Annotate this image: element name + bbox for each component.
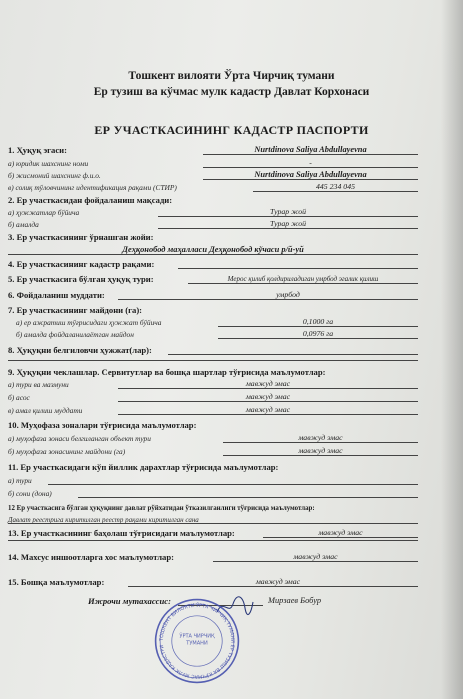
s11b-line xyxy=(78,497,418,498)
s7b-row xyxy=(8,327,420,339)
s1c-label: в) солиқ тўловчининг идентификация рақами (СТИР) xyxy=(8,183,177,192)
s9-label: 9. Ҳуқуқни чеклашлар. Сервитутлар ва бошқа шартлар тўғрисида маълумотлар: xyxy=(8,367,326,377)
s13-extra-line xyxy=(8,540,418,541)
s11b-label: б) сони (дона) xyxy=(8,489,52,498)
s12-sub-row xyxy=(8,512,420,524)
s8-label: 8. Ҳуқуқни белгиловчи ҳужжат(лар): xyxy=(8,345,152,355)
s1a-value: - xyxy=(309,158,312,167)
s2b-label: б) амалда xyxy=(8,220,39,229)
s6-value: умрбод xyxy=(276,290,300,299)
s1b-label: б) жисмоний шахснинг ф.и.о. xyxy=(8,171,101,180)
s11a-row xyxy=(8,473,420,485)
s4-line xyxy=(178,268,418,269)
s2-label: 2. Ер участкасидан фойдаланиш мақсади: xyxy=(8,195,173,205)
s9b-line xyxy=(118,401,418,402)
s2b-value: Турар жой xyxy=(269,219,306,228)
s7a-label: а) ер ажратиш тўғрисидаги ҳужжат бўйича xyxy=(16,318,162,327)
page-shadow xyxy=(441,0,463,699)
s6-label: 6. Фойдаланиш муддати: xyxy=(8,290,105,300)
s15-line xyxy=(128,586,418,587)
s3-row xyxy=(8,230,420,242)
s1-row xyxy=(8,143,420,155)
s3-line xyxy=(8,254,418,255)
s1a-row xyxy=(8,156,420,168)
s6-line xyxy=(118,299,418,300)
s6-row xyxy=(8,288,420,300)
s10a-value: мавжуд эмас xyxy=(298,433,343,442)
s5-line xyxy=(188,283,418,284)
s8-extra-line xyxy=(8,360,418,361)
s10a-line xyxy=(223,442,418,443)
header-region: Тошкент вилояти Ўрта Чирчиқ тумани xyxy=(128,70,335,82)
s1-label: 1. Ҳуқуқ эгаси: xyxy=(8,145,67,155)
s10b-line xyxy=(223,455,418,456)
s1a-label: а) юридик шахснинг номи xyxy=(8,159,89,168)
s9c-value: мавжуд эмас xyxy=(245,405,291,414)
executor-label: Ижрочи мутахассис: xyxy=(88,596,171,606)
s15-value: мавжуд эмас xyxy=(255,577,301,586)
s13-value: мавжуд эмас xyxy=(318,528,363,537)
s9b-label: б) асос xyxy=(8,393,30,402)
s14-value: мавжуд эмас xyxy=(293,552,338,561)
s5-value: Мерос қилиб қолдириладиган умрбод эгалик қилиш xyxy=(227,275,379,283)
s13-label: 13. Ер участкасининг баҳолаш тўғрисидаги маълумотлар: xyxy=(8,528,235,538)
s7a-row xyxy=(8,315,420,327)
s9b-value: мавжуд эмас xyxy=(245,392,291,401)
s13-line xyxy=(263,537,418,538)
s8-line xyxy=(168,354,418,355)
document-title: ЕР УЧАСТКАСИНИНГ КАДАСТР ПАСПОРТИ xyxy=(94,123,369,137)
s5-label: 5. Ер участкасига бўлган ҳуқуқ тури: xyxy=(8,274,154,284)
s4-label: 4. Ер участкасининг кадастр рақами: xyxy=(8,259,155,269)
s2b-row xyxy=(8,217,420,229)
s8-row xyxy=(8,343,420,355)
s4-row xyxy=(8,257,420,269)
s14-row xyxy=(8,550,420,562)
s5-row xyxy=(8,272,420,284)
s11-row xyxy=(8,460,420,472)
s12-label: 12 Ер участкасига бўлган ҳуқуқнинг давлат рўйхатидан ўтказилганлиги тўғрисида маълумотлар: xyxy=(8,505,315,512)
header-agency: Ер тузиш ва кўчмас мулк кадастр Давлат Корхонаси xyxy=(93,86,370,98)
s11a-label: а) тури xyxy=(8,476,32,485)
s1c-value: 445 234 045 xyxy=(316,182,355,191)
s11a-line xyxy=(48,484,418,485)
s1b-value: Nurtdinova Saliya Abdullayevna xyxy=(254,170,367,179)
s9a-line xyxy=(118,388,418,389)
s10-label: 10. Муҳофаза зоналари тўғрисида маълумотлар: xyxy=(8,420,197,430)
s11-label: 11. Ер участкасидаги кўп йиллик дарахтлар тўғрисида маълумотлар: xyxy=(8,462,279,472)
s9b-row xyxy=(8,390,420,402)
s10-row xyxy=(8,418,420,430)
s1-value: Nurtdinova Saliya Abdullayevna xyxy=(254,145,367,154)
s14-label: 14. Махсус иншоотларга хос маълумотлар: xyxy=(8,552,174,562)
s9a-label: а) тури ва мазмуни xyxy=(8,380,69,389)
svg-text:ЎРТА ЧИРЧИҚ: ЎРТА ЧИРЧИҚ xyxy=(179,633,215,640)
s7-row xyxy=(8,303,420,315)
s10a-row xyxy=(8,431,420,443)
s9a-row xyxy=(8,377,420,389)
s7b-line xyxy=(218,338,418,339)
s9a-value: мавжуд эмас xyxy=(245,379,291,388)
s7b-label: б) амалда фойдаланилаётган майдон xyxy=(16,330,134,339)
s3-label: 3. Ер участкасининг ўрнашган жойи: xyxy=(8,232,154,242)
s7b-value: 0,0976 га xyxy=(302,329,334,338)
s14-line xyxy=(213,561,418,562)
s9-row xyxy=(8,365,420,377)
s2a-row xyxy=(8,205,420,217)
s10a-label: а) муҳофаза зонаси белгиланган объект тури xyxy=(8,434,151,443)
s2b-line xyxy=(158,228,418,229)
s7a-value: 0,1000 га xyxy=(302,317,334,326)
s10b-row xyxy=(8,444,420,456)
s15-row xyxy=(8,575,420,587)
s9c-row xyxy=(8,403,420,415)
s9c-line xyxy=(118,414,418,415)
s12-sub: Давлат реестрига киритилган реестр рақами киритилган сана xyxy=(8,516,199,524)
s11b-row xyxy=(8,486,420,498)
svg-text:ТУМАНИ: ТУМАНИ xyxy=(186,640,208,647)
s2a-label: а) ҳужжатлар бўйича xyxy=(8,208,80,217)
executor-name: Мирзаев Бобур xyxy=(268,596,322,605)
s1c-row xyxy=(8,180,420,192)
s10b-label: б) муҳофаза зонасининг майдони (га) xyxy=(8,447,126,456)
s3-value: Деҳқонобод маҳалласи Деҳқонобод кўчаси р/й-уй xyxy=(122,245,304,254)
s7-label: 7. Ер участкасининг майдони (га): xyxy=(8,305,143,315)
s3v-row xyxy=(8,243,420,255)
s9c-label: в) амал қилиш муддати xyxy=(8,406,83,415)
s2-row xyxy=(8,193,420,205)
official-stamp xyxy=(152,596,242,686)
s2a-value: Турар жой xyxy=(269,207,306,216)
s13-row xyxy=(8,526,420,538)
s15-label: 15. Бошқа маълумотлар: xyxy=(8,577,105,587)
s1b-row xyxy=(8,168,420,180)
s12-row xyxy=(8,500,420,512)
s10b-value: мавжуд эмас xyxy=(298,446,343,455)
svg-text:ТОШКЕНТ ВИЛОЯТИ ЎРТА ЧИРЧИҚ ТУ: ТОШКЕНТ ВИЛОЯТИ ЎРТА ЧИРЧИҚ ТУМАНИ ЕР ТУЗИШ ВА КЎЧМАС МУЛК КАДАСТРИ xyxy=(158,602,236,680)
s1-line xyxy=(203,154,418,155)
s12-line xyxy=(8,523,418,524)
s1c-line xyxy=(253,191,418,192)
